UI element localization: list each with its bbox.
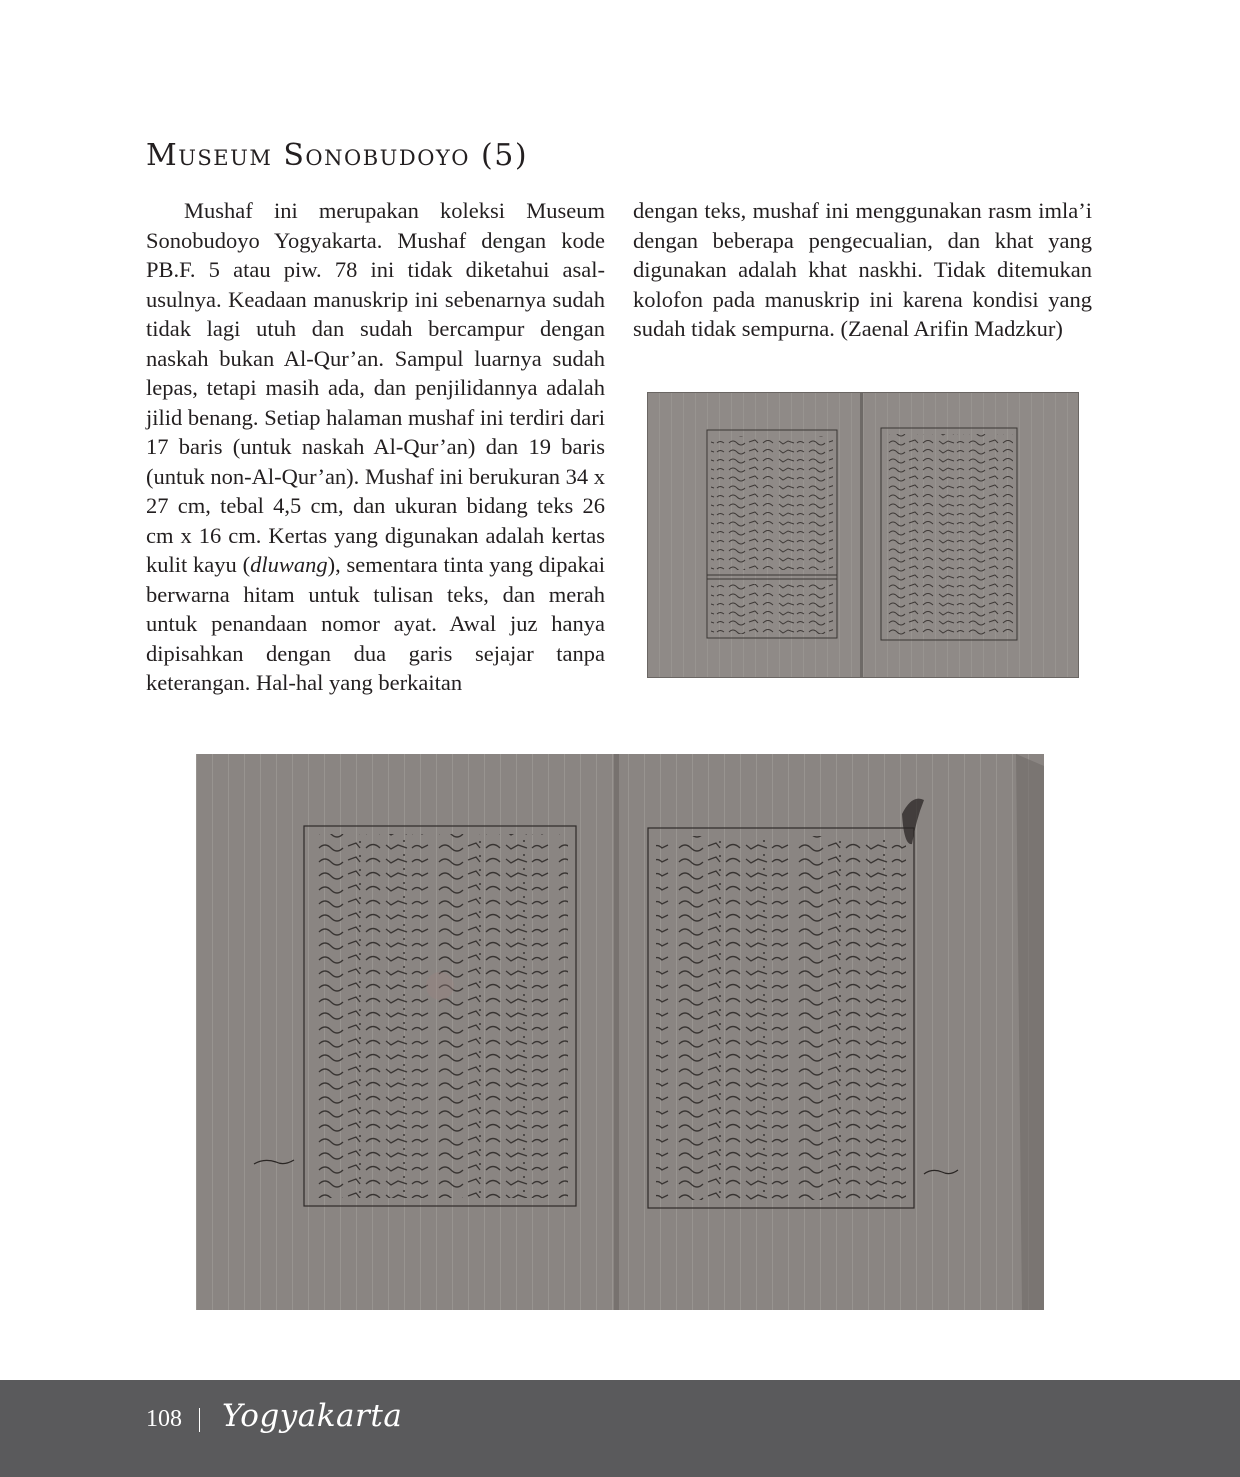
body-text-end: ), sementara tinta yang dipakai berwarna hitam untuk tulisan teks, dan merah untuk penandaan nomor ayat. Awal juz hanya dipisahkan dengan dua garis sejajar tanpa keterangan. Hal-hal yang berkaitan — [146, 552, 605, 695]
page-number: 108 — [146, 1406, 182, 1432]
page-footer — [0, 1380, 1240, 1477]
body-column-right — [633, 196, 1092, 344]
page-title: Museum Sonobudoyo (5) — [146, 138, 529, 173]
footer-divider — [199, 1408, 200, 1432]
manuscript-photo-large — [196, 754, 1044, 1310]
body-text: Mushaf ini merupakan koleksi Museum Sonobudoyo Yogyakarta. Mushaf dengan kode PB.F. 5 atau piw. 78 ini tidak diketahui asal-usulnya. Keadaan manuskrip ini sebenarnya sudah tidak lagi utuh dan sudah bercampur dengan naskah bukan Al-Qur’an. Sampul luarnya sudah lepas, tetapi masih ada, dan penjilidannya adalah jilid benang. Setiap halaman mushaf ini terdiri dari 17 baris (untuk naskah Al-Qur’an) dan 19 baris (untuk non-Al-Qur’an). Mushaf ini berukuran 34 x 27 cm, tebal 4,5 cm, dan ukuran bidang teks 26 cm x 16 cm. Kertas yang digunakan adalah kertas kulit kayu ( — [146, 198, 605, 577]
body-column-left — [146, 196, 605, 698]
body-paragraph — [146, 196, 605, 698]
manuscript-photo-small — [647, 392, 1079, 678]
footer-region-title: Yogyakarta — [222, 1398, 403, 1434]
body-paragraph: dengan teks, mushaf ini menggunakan rasm imla’i dengan beberapa pengecualian, dan khat yang digunakan adalah khat naskhi. Tidak ditemukan kolofon pada manuskrip ini karena kondisi yang sudah tidak sempurna. (Zaenal Arifin Madzkur) — [633, 198, 1092, 341]
body-text-italic: dluwang — [250, 552, 328, 577]
